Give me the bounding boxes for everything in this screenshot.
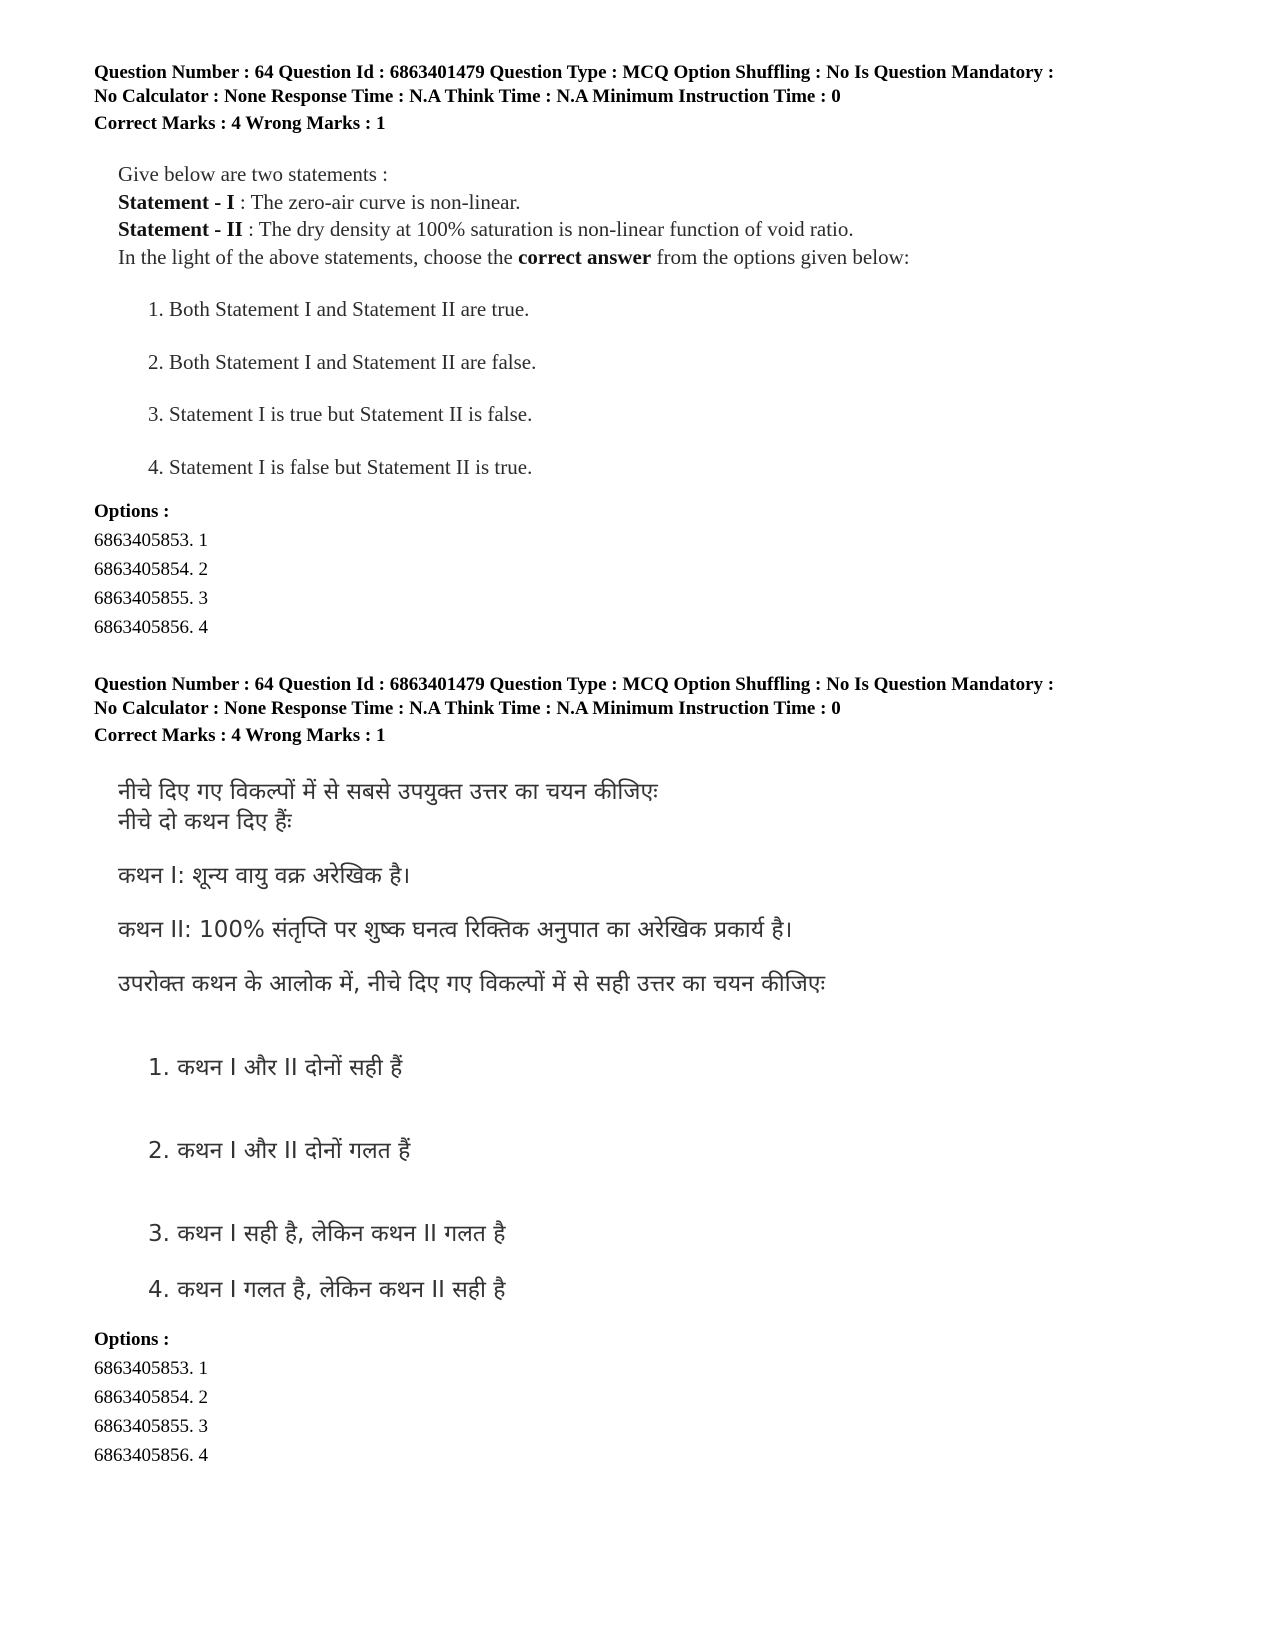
question-header <box>94 61 1214 136</box>
option-item: 6863405855. 3 <box>94 588 208 609</box>
option-item: 6863405853. 1 <box>94 530 208 551</box>
option-item: 6863405853. 1 <box>94 1358 208 1379</box>
options-title: Options : <box>94 1329 170 1350</box>
question-prompt: In the light of the above statements, choose the correct answer from the options given below: <box>118 244 910 269</box>
question-meta-line-2: No Calculator : None Response Time : N.A Think Time : N.A Minimum Instruction Time : 0 <box>94 86 841 107</box>
question-intro: Give below are two statements : <box>118 162 389 186</box>
options-list <box>94 1325 208 1470</box>
option-item: 6863405856. 4 <box>94 1445 208 1466</box>
prompt-emphasis: correct answer <box>518 244 652 269</box>
question-header <box>94 673 1214 748</box>
option-item: 6863405854. 2 <box>94 559 208 580</box>
answer-choice-2: 2. कथन I और II दोनों गलत हैं <box>148 1138 411 1164</box>
answer-choice-1: 1. कथन I और II दोनों सही हैं <box>148 1055 403 1081</box>
option-item: 6863405854. 2 <box>94 1387 208 1408</box>
question-prompt: उपरोक्त कथन के आलोक में, नीचे दिए गए विकल्पों में से सही उत्तर का चयन कीजिएः <box>118 971 826 997</box>
statement-1 <box>118 189 1118 217</box>
question-meta-line-1: Question Number : 64 Question Id : 6863401479 Question Type : MCQ Option Shuffling : No Is Question Mandatory : <box>94 62 1055 83</box>
options-list <box>94 497 208 642</box>
marks-line: Correct Marks : 4 Wrong Marks : 1 <box>94 725 386 746</box>
statement-2 <box>118 216 1118 244</box>
question-meta-line-2: No Calculator : None Response Time : N.A Think Time : N.A Minimum Instruction Time : 0 <box>94 698 841 719</box>
answer-choice-4: 4. Statement I is false but Statement II is true. <box>148 454 533 479</box>
answer-choice-2: 2. Both Statement I and Statement II are false. <box>148 349 537 374</box>
statement-2: कथन II: 100% संतृप्ति पर शुष्क घनत्व रिक्तिक अनुपात का अरेखिक प्रकार्य है। <box>118 917 793 943</box>
option-item: 6863405855. 3 <box>94 1416 208 1437</box>
answer-choice-3: 3. कथन I सही है, लेकिन कथन II गलत है <box>148 1221 506 1247</box>
question-body-hindi <box>118 777 1118 1305</box>
statement-1-label: Statement - I <box>118 189 235 214</box>
answer-choice-4: 4. कथन I गलत है, लेकिन कथन II सही है <box>148 1277 506 1303</box>
answer-choice-3: 3. Statement I is true but Statement II is false. <box>148 402 533 426</box>
statement-1-text: : The zero-air curve is non-linear. <box>234 189 521 214</box>
option-item: 6863405856. 4 <box>94 617 208 638</box>
options-title: Options : <box>94 501 170 522</box>
marks-line: Correct Marks : 4 Wrong Marks : 1 <box>94 113 386 134</box>
statement-2-label: Statement - II <box>118 217 243 241</box>
question-intro-2: नीचे दो कथन दिए हैंः <box>118 809 292 835</box>
statement-1: कथन I: शून्य वायु वक्र अरेखिक है। <box>118 863 411 889</box>
question-meta-line-1: Question Number : 64 Question Id : 6863401479 Question Type : MCQ Option Shuffling : No Is Question Mandatory : <box>94 674 1055 695</box>
statement-2-text: : The dry density at 100% saturation is non-linear function of void ratio. <box>242 217 854 241</box>
question-body-english <box>118 161 1118 481</box>
question-intro: नीचे दिए गए विकल्पों में से सबसे उपयुक्त उत्तर का चयन कीजिएः <box>118 779 658 805</box>
answer-choice-1: 1. Both Statement I and Statement II are true. <box>148 297 530 321</box>
